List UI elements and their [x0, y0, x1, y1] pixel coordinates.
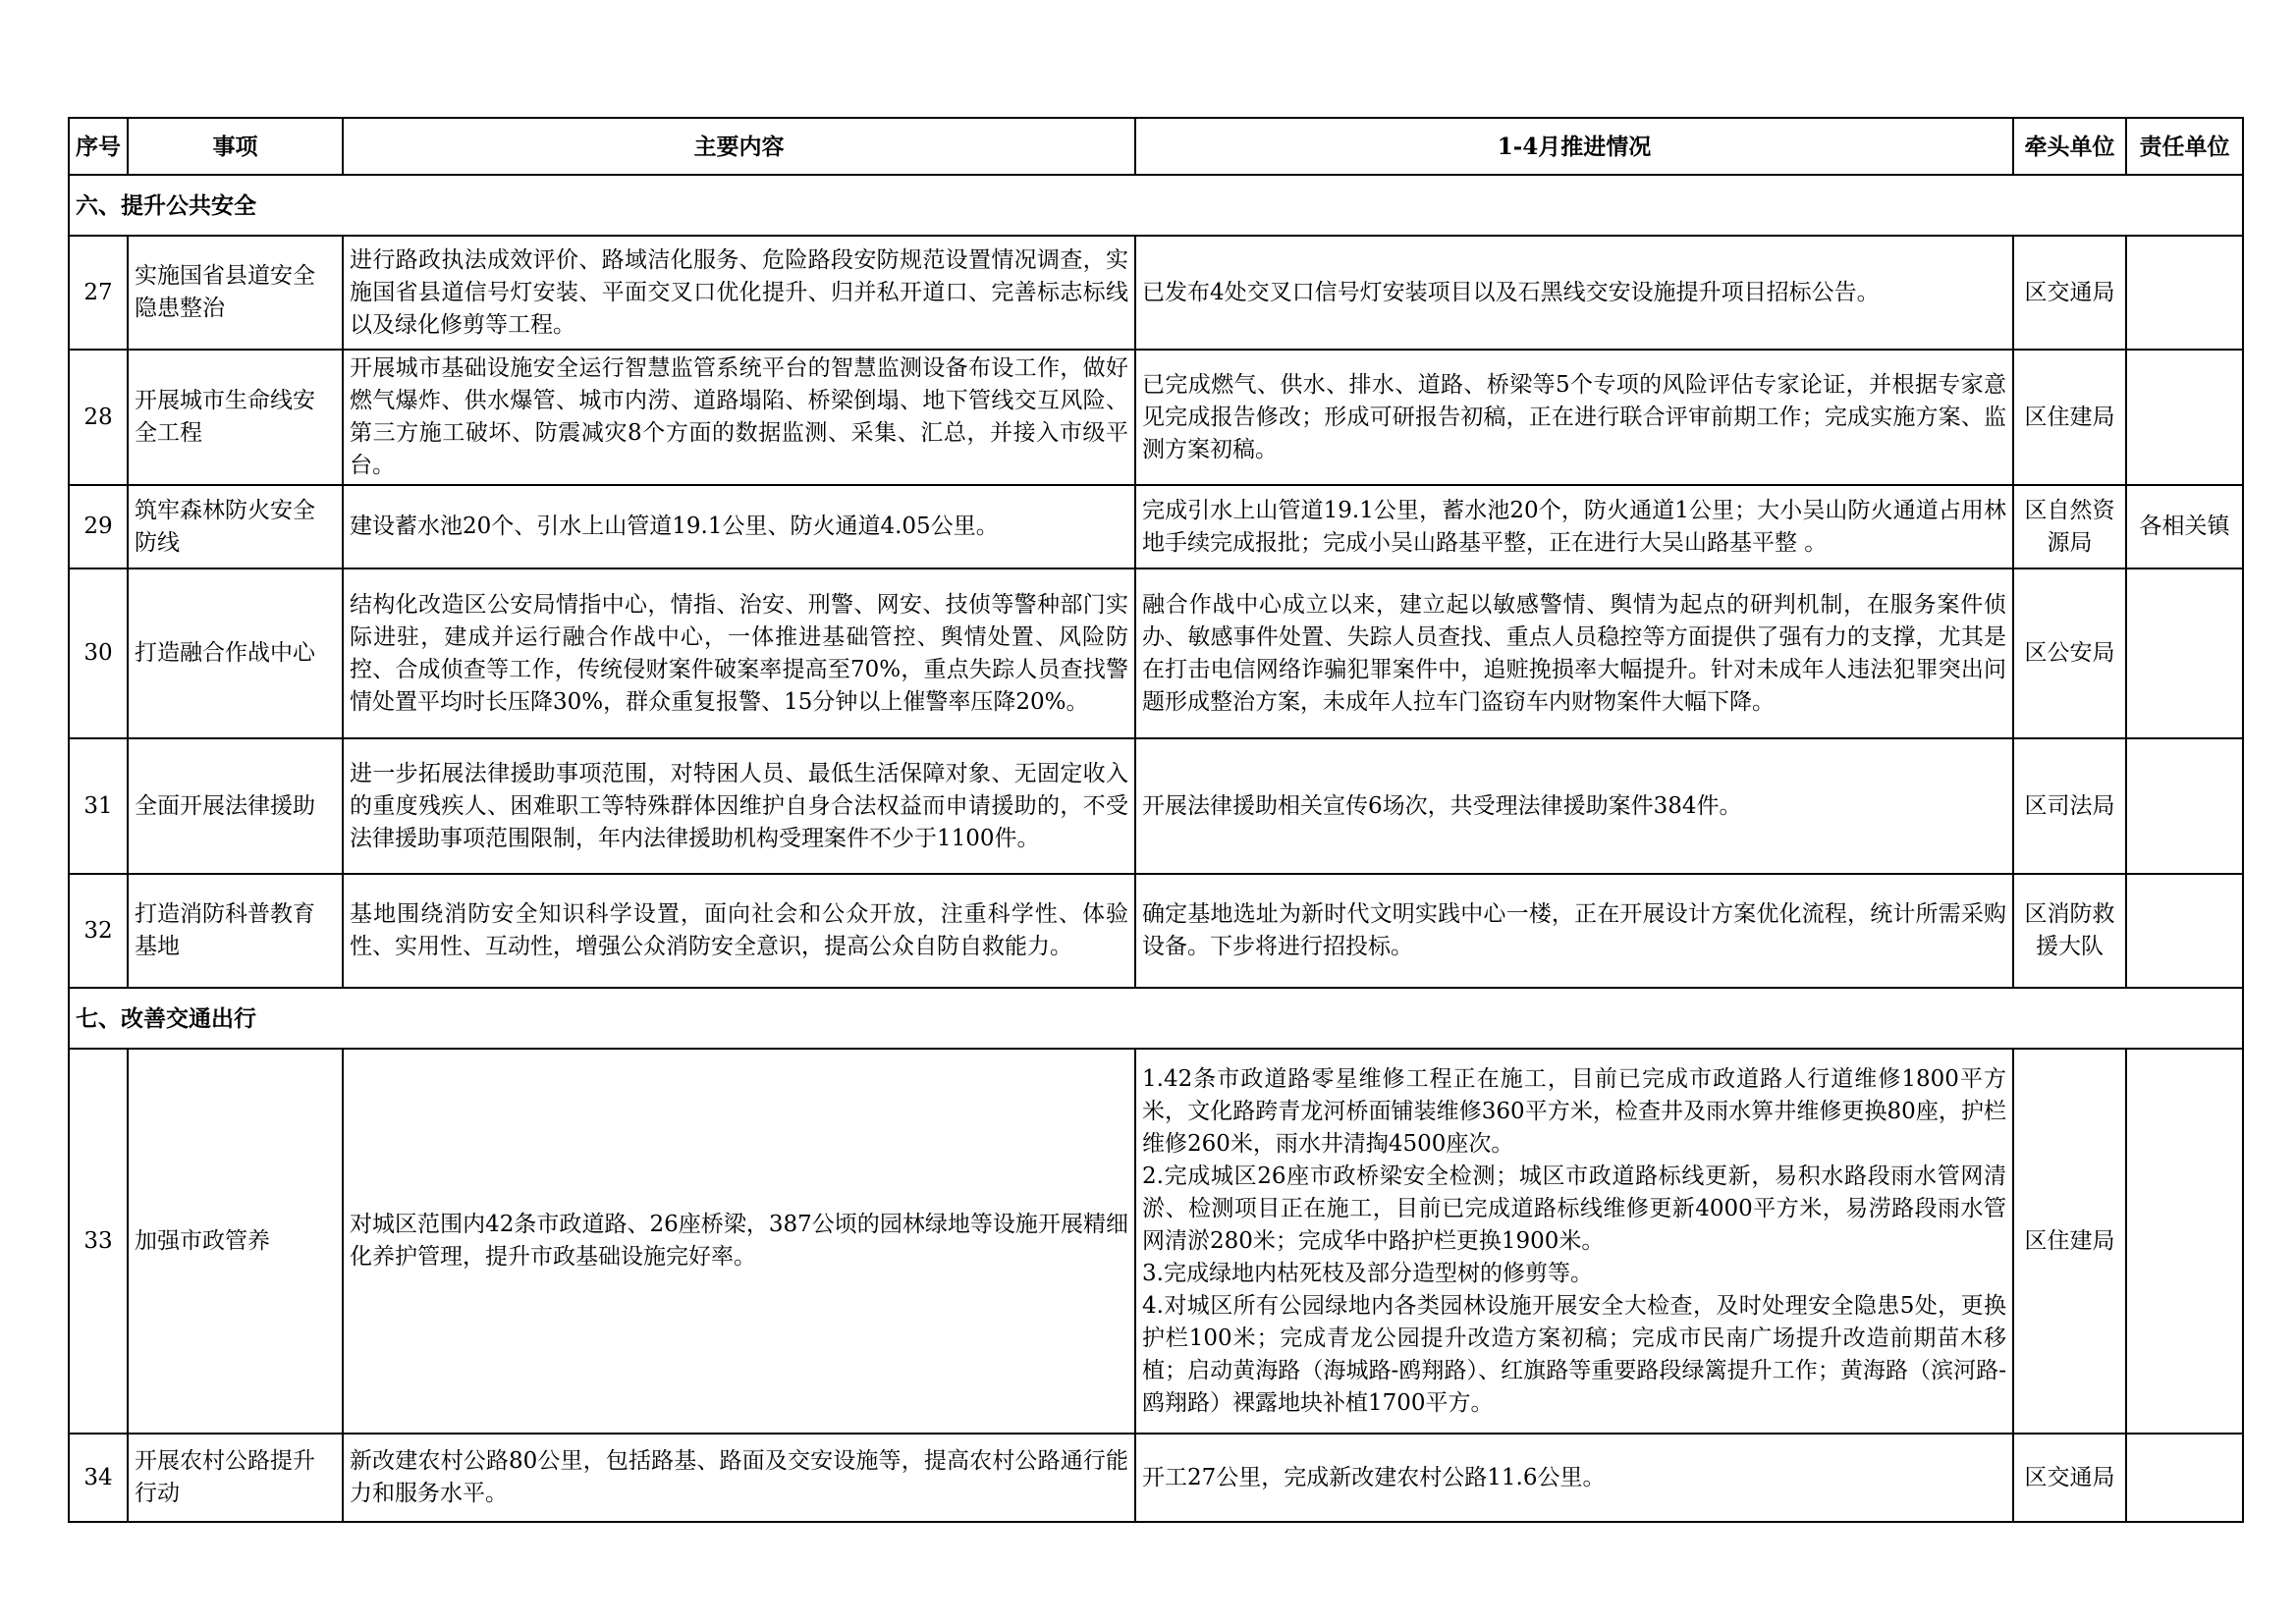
header-resp: 责任单位 — [2126, 118, 2243, 175]
header-content: 主要内容 — [343, 118, 1135, 175]
row-lead: 区交通局 — [2013, 1434, 2126, 1522]
row-content: 结构化改造区公安局情指中心，情指、治安、刑警、网安、技侦等警种部门实际进驻，建成并运行融合作战中心，一体推进基础管控、舆情处置、风险防控、合成侦查等工作，传统侵财案件破案率提高至70%，重点失踪人员查找警情处置平均时长压降30%，群众重复报警、15分钟以上催警率压降20%。 — [343, 568, 1135, 738]
row-resp — [2126, 874, 2243, 988]
section-title: 六、提升公共安全 — [69, 175, 2243, 236]
row-item: 全面开展法律援助 — [128, 738, 343, 874]
table-row — [69, 738, 2243, 874]
row-item: 开展城市生命线安全工程 — [128, 350, 343, 485]
row-lead: 区司法局 — [2013, 738, 2126, 874]
row-progress — [1135, 1049, 2013, 1434]
table-row — [69, 236, 2243, 350]
table-row — [69, 1049, 2243, 1434]
row-item: 筑牢森林防火安全防线 — [128, 485, 343, 568]
progress-line: 3.完成绿地内枯死枝及部分造型树的修剪等。 — [1142, 1260, 1593, 1286]
row-progress: 开工27公里，完成新改建农村公路11.6公里。 — [1135, 1434, 2013, 1522]
row-resp — [2126, 738, 2243, 874]
row-progress: 已发布4处交叉口信号灯安装项目以及石黑线交安设施提升项目招标公告。 — [1135, 236, 2013, 350]
row-lead: 区公安局 — [2013, 568, 2126, 738]
row-content: 进行路政执法成效评价、路域洁化服务、危险路段安防规范设置情况调查，实施国省县道信号灯安装、平面交叉口优化提升、归并私开道口、完善标志标线以及绿化修剪等工程。 — [343, 236, 1135, 350]
section-row — [69, 988, 2243, 1049]
header-progress: 1-4月推进情况 — [1135, 118, 2013, 175]
row-item: 打造融合作战中心 — [128, 568, 343, 738]
row-content: 进一步拓展法律援助事项范围，对特困人员、最低生活保障对象、无固定收入的重度残疾人、困难职工等特殊群体因维护自身合法权益而申请援助的，不受法律援助事项范围限制，年内法律援助机构受理案件不少于1100件。 — [343, 738, 1135, 874]
row-item: 实施国省县道安全隐患整治 — [128, 236, 343, 350]
row-no: 32 — [69, 874, 128, 988]
row-item: 加强市政管养 — [128, 1049, 343, 1434]
row-no: 27 — [69, 236, 128, 350]
row-content: 新改建农村公路80公里，包括路基、路面及交安设施等，提高农村公路通行能力和服务水平。 — [343, 1434, 1135, 1522]
row-no: 31 — [69, 738, 128, 874]
progress-table — [68, 117, 2244, 1523]
row-resp: 各相关镇 — [2126, 485, 2243, 568]
row-content: 基地围绕消防安全知识科学设置，面向社会和公众开放，注重科学性、体验性、实用性、互动性，增强公众消防安全意识，提高公众自防自救能力。 — [343, 874, 1135, 988]
header-no: 序号 — [69, 118, 128, 175]
header-lead: 牵头单位 — [2013, 118, 2126, 175]
row-resp — [2126, 236, 2243, 350]
row-lead: 区交通局 — [2013, 236, 2126, 350]
table-row — [69, 568, 2243, 738]
row-lead: 区住建局 — [2013, 1049, 2126, 1434]
table-row — [69, 1434, 2243, 1522]
progress-line: 2.完成城区26座市政桥梁安全检测；城区市政道路标线更新，易积水路段雨水管网清淤、检测项目正在施工，目前已完成道路标线维修更新4000平方米，易涝路段雨水管网清淤280米；完成华中路护栏更换1900米。 — [1142, 1163, 2006, 1254]
row-resp — [2126, 1049, 2243, 1434]
row-progress: 开展法律援助相关宣传6场次，共受理法律援助案件384件。 — [1135, 738, 2013, 874]
row-item: 开展农村公路提升行动 — [128, 1434, 343, 1522]
row-no: 33 — [69, 1049, 128, 1434]
section-title: 七、改善交通出行 — [69, 988, 2243, 1049]
table-row — [69, 874, 2243, 988]
row-no: 28 — [69, 350, 128, 485]
table-row — [69, 350, 2243, 485]
row-resp — [2126, 568, 2243, 738]
row-lead: 区住建局 — [2013, 350, 2126, 485]
row-resp — [2126, 350, 2243, 485]
header-row — [69, 118, 2243, 175]
progress-line: 1.42条市政道路零星维修工程正在施工，目前已完成市政道路人行道维修1800平方米，文化路跨青龙河桥面铺装维修360平方米，检查井及雨水箅井维修更换80座，护栏维修260米，雨水井清掏4500座次。 — [1142, 1065, 2006, 1157]
table-row — [69, 485, 2243, 568]
row-progress: 确定基地选址为新时代文明实践中心一楼，正在开展设计方案优化流程，统计所需采购设备。下步将进行招投标。 — [1135, 874, 2013, 988]
row-lead: 区自然资源局 — [2013, 485, 2126, 568]
row-resp — [2126, 1434, 2243, 1522]
row-lead: 区消防救援大队 — [2013, 874, 2126, 988]
row-content: 建设蓄水池20个、引水上山管道19.1公里、防火通道4.05公里。 — [343, 485, 1135, 568]
row-no: 29 — [69, 485, 128, 568]
section-row — [69, 175, 2243, 236]
row-item: 打造消防科普教育基地 — [128, 874, 343, 988]
row-progress: 已完成燃气、供水、排水、道路、桥梁等5个专项的风险评估专家论证，并根据专家意见完成报告修改；形成可研报告初稿，正在进行联合评审前期工作；完成实施方案、监测方案初稿。 — [1135, 350, 2013, 485]
row-progress: 融合作战中心成立以来，建立起以敏感警情、舆情为起点的研判机制，在服务案件侦办、敏感事件处置、失踪人员查找、重点人员稳控等方面提供了强有力的支撑，尤其是在打击电信网络诈骗犯罪案件中，追赃挽损率大幅提升。针对未成年人违法犯罪突出问题形成整治方案，未成年人拉车门盗窃车内财物案件大幅下降。 — [1135, 568, 2013, 738]
row-no: 34 — [69, 1434, 128, 1522]
row-progress: 完成引水上山管道19.1公里，蓄水池20个，防火通道1公里；大小吴山防火通道占用林地手续完成报批；完成小吴山路基平整，正在进行大吴山路基平整 。 — [1135, 485, 2013, 568]
row-no: 30 — [69, 568, 128, 738]
progress-line: 4.对城区所有公园绿地内各类园林设施开展安全大检查，及时处理安全隐患5处，更换护栏100米；完成青龙公园提升改造方案初稿；完成市民南广场提升改造前期苗木移植；启动黄海路（海城路-鸥翔路）、红旗路等重要路段绿篱提升工作；黄海路（滨河路-鸥翔路）裸露地块补植1700平方。 — [1142, 1292, 2006, 1416]
row-content: 对城区范围内42条市政道路、26座桥梁，387公顷的园林绿地等设施开展精细化养护管理，提升市政基础设施完好率。 — [343, 1049, 1135, 1434]
header-item: 事项 — [128, 118, 343, 175]
row-content: 开展城市基础设施安全运行智慧监管系统平台的智慧监测设备布设工作，做好燃气爆炸、供水爆管、城市内涝、道路塌陷、桥梁倒塌、地下管线交互风险、第三方施工破坏、防震减灾8个方面的数据监测、采集、汇总，并接入市级平台。 — [343, 350, 1135, 485]
